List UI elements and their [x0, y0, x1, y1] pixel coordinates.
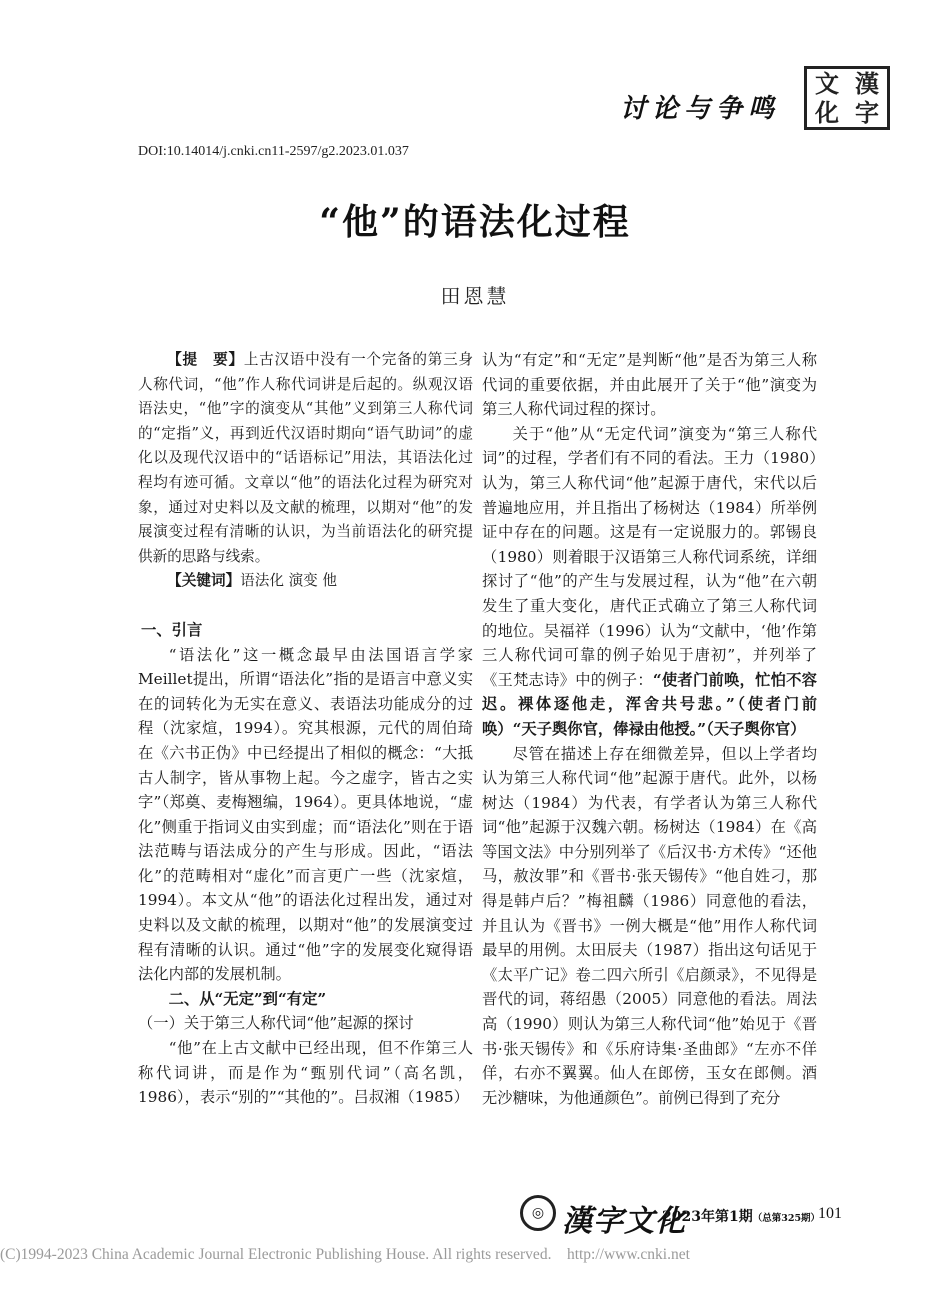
journal-logo	[804, 66, 890, 130]
paragraph-origin: “他”在上古文献中已经出现，但不作第三人称代词讲，而是作为“甄别代词”（高名凯，1986），表示“别的”“其他的”。吕叔湘（1985）	[138, 1039, 473, 1107]
section-heading-two: 二、从“无定”到“有定”	[168, 989, 327, 1008]
logo-char: 字	[855, 97, 879, 127]
doi: DOI:10.14014/j.cnki.cn11-2597/g2.2023.01.037	[138, 144, 409, 159]
paragraph-scholars-text: 关于“他”从“无定代词”演变为“第三人称代词”的过程，学者们有不同的看法。王力（1980）认为，第三人称代词“他”起源于唐代，宋代以后普遍地应用，并且指出了杨树达（1984）所举例证中存在的问题。这是有一定说服力的。郭锡良（1980）则着眼于汉语第三人称代词系统，详细探讨了“他”的产生与发展过程，认为“他”在六朝发生了重大变化，唐代正式确立了第三人称代词的地位。吴福祥（1996）认为“文献中，‘他’作第三人称代词可靠的例子始见于唐初”，并列举了《王梵志诗》中的例子：	[482, 424, 817, 689]
logo-char: 漢	[855, 68, 879, 98]
paragraph-differences: 尽管在描述上存在细微差异，但以上学者均认为第三人称代词“他”起源于唐代。此外，以杨树达（1984）为代表，有学者认为第三人称代词“他”起源于汉魏六朝。杨树达（1984）在《高等国文法》中分别列举了《后汉书·方术传》“还他马，赦汝罪”和《晋书·张天锡传》“他自姓刁，那得是韩卢后？”梅祖麟（1986）同意他的看法，并且认为《晋书》一例大概是“他”用作人称代词最早的用例。太田辰夫（1987）指出这句话见于《太平广记》卷二四六所引《启颜录》，不见得是晋代的词，蒋绍愚（2005）同意他的看法。周法高（1990）则认为第三人称代词“他”始见于《晋书·张天锡传》和《乐府诗集·圣曲郎》“左亦不佯佯，右亦不翼翼。仙人在郎傍，玉女在郎侧。酒无沙糖味，为他通颜色”。前例已得到了充分	[482, 744, 817, 1107]
example-quote: “使者门前唤，忙怕不容迟。裸体逐他走，浑舍共号悲。”（使者门前唤）“天子舆你官，俸禄由他授。”（天子舆你官）	[482, 670, 817, 738]
journal-emblem-icon: ◎	[520, 1195, 556, 1231]
subsection-heading: （一）关于第三人称代词“他”起源的探讨	[138, 1014, 414, 1033]
logo-char: 化	[815, 97, 839, 127]
abstract	[138, 348, 473, 569]
abstract-text: 上古汉语中没有一个完备的第三身人称代词，“他”作人称代词讲是后起的。纵观汉语语法史，“他”字的演变从“其他”义到第三人称代词的“定指”义，再到近代汉语时期向“语气助词”的虚化以及现代汉语中的“话语标记”用法，其语法化过程均有迹可循。文章以“他”的语法化过程为研究对象，通过对史料以及文献的梳理，以期对“他”的发展演变过程有清晰的认识，为当前语法化的研究提供新的思路与线索。	[138, 351, 473, 565]
keywords	[138, 569, 473, 594]
abstract-label: 【提 要】	[167, 351, 244, 368]
keywords-label: 【关键词】	[167, 572, 241, 590]
page-number: 101	[818, 1205, 842, 1222]
author: 田恩慧	[440, 284, 510, 308]
paragraph-intro: “语法化”这一概念最早由法国语言学家Meillet提出，所谓“语法化”指的是语言中意义实在的词转化为无实在意义、表语法功能成分的过程（沈家煊，1994）。究其根源，元代的周伯琦在《六书正伪》中已经提出了相似的概念：“大抵古人制字，皆从事物上起。今之虚字，皆古之实字”（郑奠、麦梅翘编，1964）。更具体地说，“虚化”侧重于指词义由实到虚；而“语法化”则在于语法范畴与语法成分的产生与形成。因此，“语法化”的范畴相对“虚化”而言更广一些（沈家煊，1994）。本文从“他”的语法化过程出发，通过对史料以及文献的梳理，以期对“他”的发展演变过程有清晰的认识。通过“他”字的发展变化窥得语法化内部的发展机制。	[138, 645, 473, 984]
copyright-notice: (C)1994-2023 China Academic Journal Electronic Publishing House. All rights reserved. http://www.cnki.net	[0, 1246, 690, 1263]
logo-char: 文	[815, 68, 839, 98]
section-heading-intro: 一、引言	[141, 620, 203, 639]
section-label: 讨论与争鸣	[619, 94, 780, 124]
footer-issue	[662, 1206, 820, 1226]
paragraph-continued: 认为“有定”和“无定”是判断“他”是否为第三人称代词的重要依据，并由此展开了关于“他”演变为第三人称代词过程的探讨。	[482, 351, 817, 419]
paragraph-scholars	[482, 422, 817, 742]
right-column	[482, 348, 817, 1110]
issue-total: （总第325期）	[752, 1213, 821, 1224]
keywords-text: 语法化 演变 他	[240, 572, 338, 590]
left-column	[138, 348, 473, 1110]
issue-number: 2023年第1期	[662, 1209, 753, 1225]
footer-journal-name: 漢字文化	[562, 1204, 686, 1239]
article-title: “他”的语法化过程	[319, 201, 631, 243]
